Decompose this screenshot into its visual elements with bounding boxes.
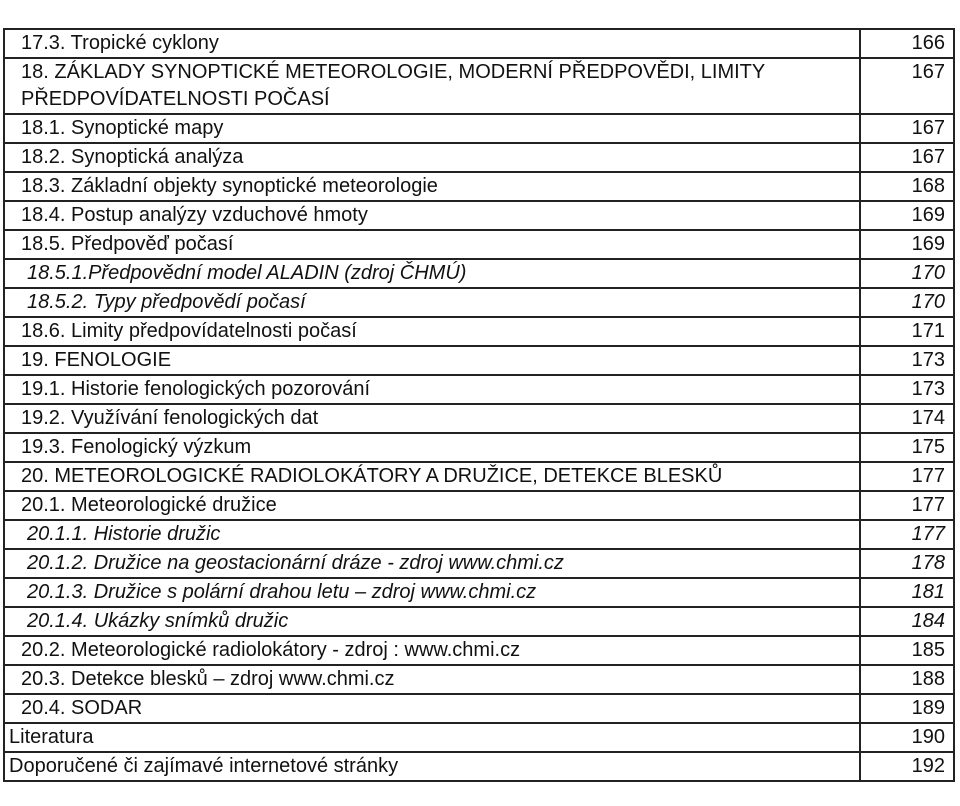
- toc-entry-title: 20.1. Meteorologické družice: [4, 491, 860, 520]
- toc-entry-title: 20.4. SODAR: [4, 694, 860, 723]
- toc-entry-page: 175: [860, 433, 954, 462]
- toc-entry-title: 18.5.1.Předpovědní model ALADIN (zdroj ČHMÚ): [4, 259, 860, 288]
- toc-entry-title: 20. METEOROLOGICKÉ RADIOLOKÁTORY A DRUŽICE, DETEKCE BLESKŮ: [4, 462, 860, 491]
- toc-entry-page: 171: [860, 317, 954, 346]
- toc-row: [4, 549, 954, 578]
- toc-row: [4, 317, 954, 346]
- toc-row: [4, 230, 954, 259]
- toc-row: [4, 723, 954, 752]
- toc-entry-title: 19. FENOLOGIE: [4, 346, 860, 375]
- toc-entry-title: 18.5.2. Typy předpovědí počasí: [4, 288, 860, 317]
- toc-entry-title: 18.6. Limity předpovídatelnosti počasí: [4, 317, 860, 346]
- toc-entry-page: 166: [860, 29, 954, 58]
- toc-row: [4, 259, 954, 288]
- toc-row: [4, 491, 954, 520]
- toc-entry-page: 168: [860, 172, 954, 201]
- toc-entry-title: 18.5. Předpověď počasí: [4, 230, 860, 259]
- toc-entry-title: 20.2. Meteorologické radiolokátory - zdroj : www.chmi.cz: [4, 636, 860, 665]
- toc-row: [4, 58, 954, 114]
- toc-row: [4, 288, 954, 317]
- toc-entry-page: 177: [860, 462, 954, 491]
- toc-row: [4, 752, 954, 781]
- toc-row: [4, 462, 954, 491]
- toc-entry-title: Literatura: [4, 723, 860, 752]
- toc-entry-page: 174: [860, 404, 954, 433]
- toc-row: [4, 143, 954, 172]
- toc-entry-page: 170: [860, 259, 954, 288]
- toc-entry-title: 18.1. Synoptické mapy: [4, 114, 860, 143]
- toc-entry-title: 20.1.4. Ukázky snímků družic: [4, 607, 860, 636]
- toc-entry-title: 19.1. Historie fenologických pozorování: [4, 375, 860, 404]
- toc-entry-page: 190: [860, 723, 954, 752]
- table-of-contents: [3, 28, 955, 782]
- toc-row: [4, 201, 954, 230]
- toc-entry-title: 18.2. Synoptická analýza: [4, 143, 860, 172]
- toc-entry-title: 20.1.3. Družice s polární drahou letu – zdroj www.chmi.cz: [4, 578, 860, 607]
- toc-row: [4, 172, 954, 201]
- toc-entry-page: 192: [860, 752, 954, 781]
- toc-entry-title: 19.2. Využívání fenologických dat: [4, 404, 860, 433]
- toc-entry-title: 18.3. Základní objekty synoptické meteorologie: [4, 172, 860, 201]
- toc-entry-page: 167: [860, 114, 954, 143]
- toc-entry-page: 169: [860, 201, 954, 230]
- toc-row: [4, 578, 954, 607]
- toc-entry-page: 177: [860, 491, 954, 520]
- toc-entry-page: 169: [860, 230, 954, 259]
- toc-entry-page: 177: [860, 520, 954, 549]
- toc-entry-page: 178: [860, 549, 954, 578]
- toc-entry-page: 188: [860, 665, 954, 694]
- toc-row: [4, 375, 954, 404]
- toc-row: [4, 433, 954, 462]
- toc-row: [4, 404, 954, 433]
- toc-row: [4, 520, 954, 549]
- toc-entry-page: 167: [860, 58, 954, 114]
- toc-entry-page: 184: [860, 607, 954, 636]
- toc-row: [4, 114, 954, 143]
- toc-entry-page: 181: [860, 578, 954, 607]
- toc-row: [4, 29, 954, 58]
- toc-entry-title: 20.1.1. Historie družic: [4, 520, 860, 549]
- toc-row: [4, 636, 954, 665]
- toc-entry-title: 20.1.2. Družice na geostacionární dráze - zdroj www.chmi.cz: [4, 549, 860, 578]
- toc-entry-page: 167: [860, 143, 954, 172]
- toc-entry-title: Doporučené či zajímavé internetové stránky: [4, 752, 860, 781]
- toc-entry-title: 18. ZÁKLADY SYNOPTICKÉ METEOROLOGIE, MODERNÍ PŘEDPOVĚDI, LIMITY PŘEDPOVÍDATELNOSTI POČASÍ: [4, 58, 860, 114]
- toc-entry-title: 17.3. Tropické cyklony: [4, 29, 860, 58]
- toc-entry-title: 19.3. Fenologický výzkum: [4, 433, 860, 462]
- toc-entry-page: 173: [860, 346, 954, 375]
- toc-entry-page: 189: [860, 694, 954, 723]
- toc-row: [4, 346, 954, 375]
- toc-entry-page: 173: [860, 375, 954, 404]
- toc-row: [4, 694, 954, 723]
- toc-entry-page: 185: [860, 636, 954, 665]
- toc-row: [4, 665, 954, 694]
- toc-entry-title: 18.4. Postup analýzy vzduchové hmoty: [4, 201, 860, 230]
- toc-entry-title: 20.3. Detekce blesků – zdroj www.chmi.cz: [4, 665, 860, 694]
- toc-row: [4, 607, 954, 636]
- toc-entry-page: 170: [860, 288, 954, 317]
